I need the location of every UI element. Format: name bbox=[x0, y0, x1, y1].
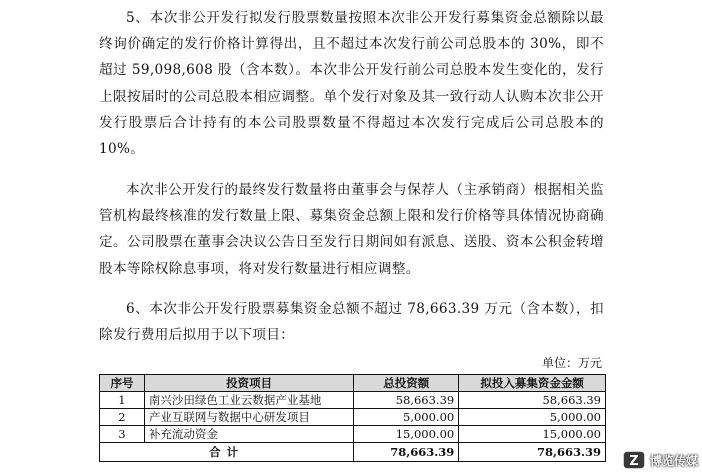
paragraph-issue-quantity: 5、本次非公开发行拟发行股票数量按照本次非公开发行募集资金总额除以最终询价确定的发行价格计算得出，且不超过本次发行前公司总股本的 30%，即不超过 59,098,608 股（含本数）。本次非公开发行前公司总股本发生变化的，发行上限按届时的公司总股本相应调整。单个发行对象及其一致行动人认购本次非公开发行股票后合计持有的本公司股票数量不得超过本次发行完成后公司总股本的 10%。 bbox=[99, 10, 604, 158]
cell-no: 3 bbox=[100, 426, 145, 443]
paragraph-fund-usage: 6、本次非公开发行股票募集资金总额不超过 78,663.39 万元（含本数），扣除发行费用后拟用于以下项目： bbox=[99, 301, 604, 344]
header-no: 序号 bbox=[100, 375, 145, 392]
watermark bbox=[622, 450, 698, 470]
header-total-investment: 总投资额 bbox=[354, 375, 459, 392]
svg-text:Z: Z bbox=[629, 454, 639, 469]
table-row bbox=[100, 392, 606, 409]
cell-project: 南兴沙田绿色工业云数据产业基地 bbox=[144, 392, 353, 409]
table-row bbox=[100, 426, 606, 443]
cell-project: 补充流动资金 bbox=[144, 426, 353, 443]
paragraph-final-quantity: 本次非公开发行的最终发行数量将由董事会与保荐人（主承销商）根据相关监管机构最终核准的发行数量上限、募集资金总额上限和发行价格等具体情况协商确定。公司股票在董事会决议公告日至发行日期间如有派息、送股、资本公积金转增股本等除权除息事项，将对发行数量进行相应调整。 bbox=[99, 182, 604, 277]
table-total-row bbox=[100, 443, 606, 462]
table-unit-label: 单位：万元 bbox=[541, 356, 602, 370]
total-label: 合计 bbox=[100, 443, 354, 462]
investment-projects-table bbox=[99, 374, 606, 462]
cell-raised: 15,000.00 bbox=[459, 426, 606, 443]
cell-no: 1 bbox=[100, 392, 145, 409]
cell-total: 15,000.00 bbox=[354, 426, 459, 443]
cell-total: 5,000.00 bbox=[354, 409, 459, 426]
total-raised: 78,663.39 bbox=[459, 443, 606, 462]
header-project: 投资项目 bbox=[144, 375, 353, 392]
cell-raised: 58,663.39 bbox=[459, 392, 606, 409]
table-header-row bbox=[100, 375, 606, 392]
watermark-text: 博览传媒 bbox=[650, 453, 699, 468]
table-row bbox=[100, 409, 606, 426]
cell-project: 产业互联网与数据中心研发项目 bbox=[144, 409, 353, 426]
watermark-logo-icon bbox=[622, 450, 646, 470]
cell-raised: 5,000.00 bbox=[459, 409, 606, 426]
cell-no: 2 bbox=[100, 409, 145, 426]
cell-total: 58,663.39 bbox=[354, 392, 459, 409]
header-raised-funds: 拟投入募集资金金额 bbox=[459, 375, 606, 392]
total-investment: 78,663.39 bbox=[354, 443, 459, 462]
